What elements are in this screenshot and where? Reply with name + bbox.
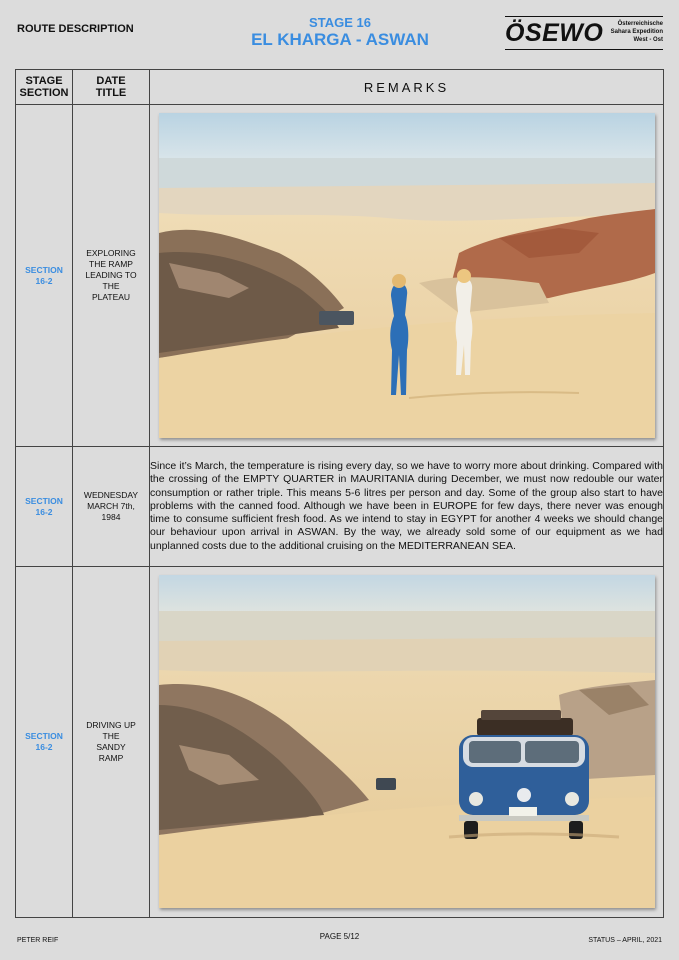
- header-line: DATE: [96, 75, 126, 87]
- logo-rule-top: [505, 16, 663, 17]
- stage-number: STAGE 16: [309, 15, 371, 30]
- stage-section-header: [16, 70, 73, 105]
- photo-cell: [150, 567, 664, 918]
- logo-tagline-line: West - Ost: [633, 37, 663, 43]
- logo-tagline-line: Österreichische: [617, 21, 663, 27]
- date-line: MARCH 7th,: [87, 501, 135, 511]
- route-table: [15, 69, 664, 918]
- title-line: THE RAMP: [89, 259, 133, 269]
- logo-rule-bottom: [505, 49, 663, 50]
- title-line: SANDY: [96, 742, 126, 752]
- footer-page-number: PAGE 5/12: [319, 932, 360, 941]
- logo-wordmark: ÖSEWO: [505, 19, 604, 47]
- date-line: WEDNESDAY: [83, 490, 139, 500]
- route-description-label: ROUTE DESCRIPTION: [17, 23, 134, 35]
- remark-paragraph: Since it’s March, the temperature is rising every day, so we have to worry more about drinking. Compared with the crossing of the EMPTY QUARTER in MAURITANIA during December, we must now redouble our water consumption or rather triple. This means 5-6 litres per person and day. Some of the group also start to have problems with the canned food. Although we have been in EUROPE for few days, there never was enough time to consume sufficient fresh food. As we intend to stay in EGYPT for another 4 weeks we should change our behaviour upon arrival in ASWAN. By the way, we already sold some of our equipment as we had unplanned costs due to the additional cruising on the MEDITERRANEAN SEA.: [150, 447, 664, 567]
- title-line: THE: [102, 731, 120, 741]
- stage-heading: [215, 15, 465, 50]
- footer-author: PETER REIF: [17, 937, 59, 944]
- table-row: [16, 105, 664, 447]
- stage-route: EL KHARGA - ASWAN: [251, 30, 429, 49]
- osewo-logo: [505, 16, 663, 52]
- title-line: EXPLORING: [86, 248, 136, 258]
- logo-tagline-line: Sahara Expedition: [610, 29, 663, 35]
- section-line: SECTION: [25, 264, 63, 275]
- title-line: LEADING TO: [85, 270, 137, 280]
- section-line: 16-2: [35, 506, 53, 517]
- section-line: SECTION: [25, 495, 63, 506]
- footer-status: STATUS – APRIL, 2021: [588, 937, 662, 944]
- header-line: STAGE: [25, 75, 63, 87]
- date-line: 1984: [101, 512, 121, 522]
- section-line: 16-2: [35, 275, 53, 286]
- table-header-row: [16, 70, 664, 105]
- title-line: DRIVING UP: [86, 720, 136, 730]
- title-line: RAMP: [98, 753, 124, 763]
- header-line: TITLE: [95, 87, 127, 99]
- header-line: SECTION: [19, 87, 69, 99]
- section-cell: [16, 105, 73, 447]
- title-line: THE: [102, 281, 120, 291]
- section-line: SECTION: [25, 731, 63, 741]
- title-cell: [73, 105, 150, 447]
- desert-photo-vw-bus: [159, 575, 655, 908]
- title-line: PLATEAU: [91, 292, 131, 302]
- date-cell: [73, 447, 150, 567]
- desert-photo-women-on-ramp: [159, 113, 655, 438]
- section-cell: [16, 447, 73, 567]
- photo-cell: [150, 105, 664, 447]
- table-row: [16, 567, 664, 918]
- section-cell: [16, 567, 73, 918]
- date-title-header: [73, 70, 150, 105]
- remarks-header: REMARKS: [150, 70, 664, 105]
- section-line: 16-2: [35, 742, 53, 752]
- title-cell: [73, 567, 150, 918]
- logo-tagline: [611, 20, 663, 44]
- table-row: [16, 447, 664, 567]
